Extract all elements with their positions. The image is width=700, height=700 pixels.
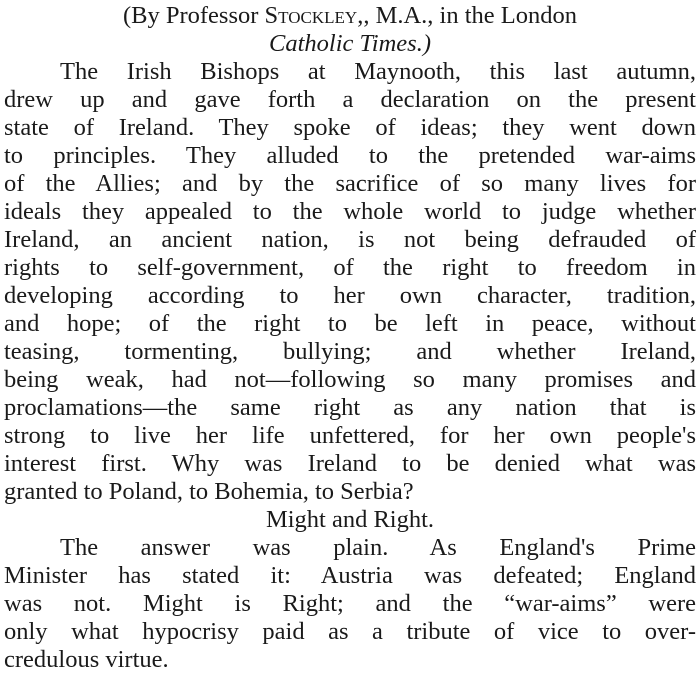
paragraph-2-line: Minister has stated it: Austria was defeated; England (4, 562, 696, 589)
paragraph-1-line: interest first. Why was Ireland to be denied what was (4, 450, 696, 477)
publication-name: Catholic Times.) (269, 30, 431, 57)
paragraph-1-line: developing according to her own character, tradition, (4, 282, 696, 309)
paragraph-1-line: state of Ireland. They spoke of ideas; they went down (4, 114, 696, 141)
paragraph-2-line: only what hypocrisy paid as a tribute of vice to over- (4, 618, 696, 645)
paragraph-1-line: ideals they appealed to the whole world to judge whether (4, 198, 696, 225)
byline-prefix: (By Professor (122, 2, 265, 29)
paragraph-1-line: The Irish Bishops at Maynooth, this last autumn, (60, 58, 696, 85)
paragraph-1-line: teasing, tormenting, bullying; and whether Ireland, (4, 338, 696, 365)
author-name: Stockley (264, 2, 358, 29)
paragraph-1-line: being weak, had not—following so many promises and (4, 366, 696, 393)
paragraph-2-line: The answer was plain. As England's Prime (60, 534, 696, 561)
paragraph-2-line: was not. Might is Right; and the “war-aims” were (4, 590, 696, 617)
paragraph-1-line: proclamations—the same right as any nation that is (4, 394, 696, 421)
paragraph-1-line: rights to self-government, of the right to freedom in (4, 254, 696, 281)
paragraph-1-line: granted to Poland, to Bohemia, to Serbia? (4, 478, 414, 505)
paragraph-1-line: Ireland, an ancient nation, is not being defrauded of (4, 226, 696, 253)
paragraph-1-line: and hope; of the right to be left in peace, without (4, 310, 696, 337)
paragraph-1-line: of the Allies; and by the sacrifice of so many lives for (4, 170, 696, 197)
paragraph-1-line: drew up and gave forth a declaration on the present (4, 86, 696, 113)
paragraph-1-line: strong to live her life unfettered, for her own people's (4, 422, 696, 449)
byline-suffix: ,, M.A., in the London (357, 2, 577, 29)
subheading: Might and Right. (265, 506, 435, 533)
paragraph-1-line: to principles. They alluded to the pretended war-aims (4, 142, 696, 169)
byline (4, 2, 696, 30)
paragraph-2-line: credulous virtue. (4, 646, 169, 673)
